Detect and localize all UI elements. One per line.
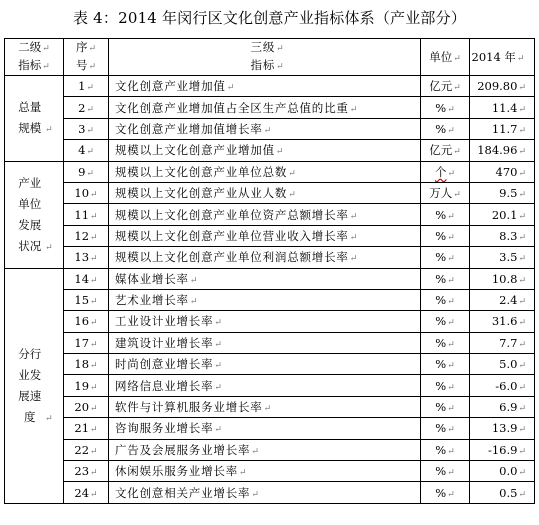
- indicator-cell: 广告及会展服务业增长率↵: [109, 439, 421, 460]
- indicator-text: 规模以上文化创意产业单位营业收入增长率: [115, 228, 349, 243]
- table-row: [5, 439, 535, 460]
- unit-cell: 亿元↵: [421, 76, 470, 97]
- value-cell: 11.4↵: [470, 97, 535, 118]
- seq-text: 14: [74, 271, 90, 286]
- indicator-text: 文化创意产业增加值增长率: [115, 121, 263, 136]
- seq-cell: 20↵: [64, 396, 109, 417]
- indicator-text: 网络信息业增长率: [115, 378, 214, 393]
- header-category: 二级↵ 指标↵: [5, 39, 64, 76]
- value-cell: 31.6↵: [470, 311, 535, 332]
- table-row: [5, 375, 535, 396]
- unit-text: 亿元: [429, 79, 453, 94]
- unit-text: 个: [434, 164, 447, 179]
- unit-text: %: [435, 100, 447, 115]
- value-text: 0.5: [499, 485, 518, 500]
- indicator-cell: 软件与计算机服务业增长率↵: [109, 396, 421, 417]
- unit-cell: 万人↵: [421, 182, 470, 203]
- seq-text: 20: [74, 400, 90, 415]
- indicator-text: 艺术业增长率: [115, 293, 189, 308]
- unit-text: %: [435, 271, 447, 286]
- unit-cell: %↵: [421, 354, 470, 375]
- indicator-cell: 咨询服务业增长率↵: [109, 418, 421, 439]
- unit-text: %: [435, 442, 447, 457]
- indicator-text: 休闲娱乐服务业增长率: [115, 464, 238, 479]
- value-cell: 2.4↵: [470, 289, 535, 310]
- category-label: 产业单位发展状况: [18, 175, 42, 253]
- table-row: [5, 182, 535, 203]
- value-text: 10.8: [491, 271, 518, 286]
- seq-text: 23: [74, 464, 90, 479]
- table-row: [5, 354, 535, 375]
- seq-cell: 16↵: [64, 311, 109, 332]
- unit-text: %: [435, 250, 447, 265]
- indicator-cell: 休闲娱乐服务业增长率↵: [109, 461, 421, 482]
- unit-cell: %↵: [421, 204, 470, 225]
- indicator-table: [4, 38, 535, 504]
- seq-cell: 21↵: [64, 418, 109, 439]
- value-text: 209.80: [477, 79, 518, 94]
- table-row: [5, 396, 535, 417]
- indicator-cell: 规模以上文化创意产业单位资产总额增长率↵: [109, 204, 421, 225]
- indicator-cell: 文化创意产业增加值↵: [109, 76, 421, 97]
- value-cell: 20.1↵: [470, 204, 535, 225]
- unit-cell: %↵: [421, 225, 470, 246]
- unit-text: %: [435, 400, 447, 415]
- value-text: 20.1: [491, 207, 518, 222]
- table-title: 表 4：2014 年闵行区文化创意产业指标体系（产业部分）: [72, 9, 467, 27]
- value-cell: 0.0↵: [470, 461, 535, 482]
- value-cell: 0.5↵: [470, 482, 535, 503]
- value-text: 5.0: [499, 357, 518, 372]
- value-cell: 11.7↵: [470, 118, 535, 139]
- value-text: 13.9: [491, 421, 518, 436]
- unit-cell: %↵: [421, 311, 470, 332]
- seq-text: 24: [74, 485, 90, 500]
- indicator-text: 软件与计算机服务业增长率: [115, 400, 263, 415]
- indicator-text: 规模以上文化创意产业单位资产总额增长率: [115, 207, 349, 222]
- seq-text: 11: [74, 207, 90, 222]
- value-text: -6.0: [495, 378, 518, 393]
- seq-text: 13: [74, 250, 90, 265]
- value-cell: 209.80↵: [470, 76, 535, 97]
- seq-cell: 12↵: [64, 225, 109, 246]
- unit-cell: %↵: [421, 118, 470, 139]
- category-cell: 分行业发展速度 ↵: [5, 268, 64, 503]
- value-cell: -6.0↵: [470, 375, 535, 396]
- seq-text: 2: [78, 100, 86, 115]
- unit-text: %: [435, 464, 447, 479]
- unit-cell: %↵: [421, 332, 470, 353]
- unit-cell: %↵: [421, 97, 470, 118]
- table-row: [5, 118, 535, 139]
- value-cell: 184.96↵: [470, 140, 535, 161]
- unit-cell: 亿元↵: [421, 140, 470, 161]
- value-cell: 10.8↵: [470, 268, 535, 289]
- seq-text: 21: [74, 421, 90, 436]
- value-text: -16.9: [487, 442, 518, 457]
- value-text: 2.4: [499, 293, 518, 308]
- seq-cell: 15↵: [64, 289, 109, 310]
- value-text: 11.4: [491, 100, 518, 115]
- seq-cell: 2↵: [64, 97, 109, 118]
- table-row: [5, 332, 535, 353]
- category-label: 总量规模: [18, 100, 42, 136]
- indicator-text: 规模以上文化创意产业单位利润总额增长率: [115, 250, 349, 265]
- seq-cell: 1↵: [64, 76, 109, 97]
- indicator-cell: 规模以上文化创意产业单位利润总额增长率↵: [109, 247, 421, 268]
- value-cell: 3.5↵: [470, 247, 535, 268]
- unit-text: %: [435, 485, 447, 500]
- indicator-cell: 网络信息业增长率↵: [109, 375, 421, 396]
- seq-text: 3: [78, 121, 86, 136]
- indicator-text: 媒体业增长率: [115, 271, 189, 286]
- header-unit: 单位↵: [421, 39, 470, 76]
- indicator-cell: 文化创意产业增加值增长率↵: [109, 118, 421, 139]
- unit-cell: %↵: [421, 247, 470, 268]
- value-text: 470: [495, 164, 518, 179]
- unit-text: %: [435, 293, 447, 308]
- seq-text: 16: [74, 314, 90, 329]
- value-cell: 8.3↵: [470, 225, 535, 246]
- indicator-cell: 建筑设计业增长率↵: [109, 332, 421, 353]
- unit-cell: 个↵: [421, 161, 470, 182]
- unit-cell: %↵: [421, 289, 470, 310]
- seq-text: 22: [74, 442, 90, 457]
- unit-text: %: [435, 335, 447, 350]
- seq-text: 15: [74, 293, 90, 308]
- table-row: [5, 289, 535, 310]
- indicator-text: 文化创意产业增加值占全区生产总值的比重: [115, 100, 349, 115]
- value-cell: 9.5↵: [470, 182, 535, 203]
- unit-text: %: [435, 207, 447, 222]
- unit-text: %: [435, 121, 447, 136]
- seq-cell: 17↵: [64, 332, 109, 353]
- table-row: [5, 204, 535, 225]
- table-row: [5, 225, 535, 246]
- value-text: 3.5: [499, 250, 518, 265]
- seq-cell: 19↵: [64, 375, 109, 396]
- indicator-cell: 文化创意相关产业增长率↵: [109, 482, 421, 503]
- seq-text: 19: [74, 378, 90, 393]
- indicator-cell: 时尚创意业增长率↵: [109, 354, 421, 375]
- table-row: [5, 268, 535, 289]
- seq-cell: 13↵: [64, 247, 109, 268]
- page-bottom: [0, 516, 539, 525]
- value-cell: 13.9↵: [470, 418, 535, 439]
- seq-text: 17: [74, 335, 90, 350]
- category-cell: 总量规模 ↵: [5, 76, 64, 162]
- seq-cell: 3↵: [64, 118, 109, 139]
- seq-cell: 9↵: [64, 161, 109, 182]
- indicator-text: 广告及会展服务业增长率: [115, 442, 251, 457]
- category-label: 分行业发展速度: [18, 346, 42, 424]
- unit-text: 亿元: [429, 143, 453, 158]
- seq-text: 1: [78, 79, 86, 94]
- table-row: [5, 97, 535, 118]
- seq-cell: 14↵: [64, 268, 109, 289]
- seq-cell: 24↵: [64, 482, 109, 503]
- seq-cell: 4↵: [64, 140, 109, 161]
- indicator-cell: 媒体业增长率↵: [109, 268, 421, 289]
- value-text: 8.3: [499, 228, 518, 243]
- value-cell: 470↵: [470, 161, 535, 182]
- header-seq: 序↵ 号↵: [64, 39, 109, 76]
- value-cell: 5.0↵: [470, 354, 535, 375]
- table-row: [5, 311, 535, 332]
- indicator-text: 文化创意相关产业增长率: [115, 485, 251, 500]
- seq-cell: 11↵: [64, 204, 109, 225]
- indicator-text: 规模以上文化创意产业从业人数: [115, 186, 288, 201]
- unit-text: %: [435, 357, 447, 372]
- seq-cell: 18↵: [64, 354, 109, 375]
- indicator-text: 咨询服务业增长率: [115, 421, 214, 436]
- value-text: 0.0: [499, 464, 518, 479]
- indicator-cell: 文化创意产业增加值占全区生产总值的比重↵: [109, 97, 421, 118]
- unit-cell: %↵: [421, 268, 470, 289]
- indicator-text: 工业设计业增长率: [115, 314, 214, 329]
- category-cell: 产业单位发展状况 ↵: [5, 161, 64, 268]
- seq-text: 4: [78, 143, 86, 158]
- table-row: [5, 461, 535, 482]
- indicator-cell: 规模以上文化创意产业增加值↵: [109, 140, 421, 161]
- value-cell: 6.9↵: [470, 396, 535, 417]
- table-row: [5, 247, 535, 268]
- unit-cell: %↵: [421, 461, 470, 482]
- value-text: 6.9: [499, 400, 518, 415]
- header-indicator: 三级↵ 指标↵: [109, 39, 421, 76]
- unit-text: 万人: [429, 186, 453, 201]
- indicator-text: 文化创意产业增加值: [115, 79, 226, 94]
- seq-text: 9: [78, 164, 86, 179]
- seq-cell: 22↵: [64, 439, 109, 460]
- seq-text: 12: [74, 228, 90, 243]
- indicator-text: 建筑设计业增长率: [115, 335, 214, 350]
- value-text: 184.96: [477, 143, 518, 158]
- seq-cell: 10↵: [64, 182, 109, 203]
- unit-cell: %↵: [421, 396, 470, 417]
- header-value: 2014 年↵: [470, 39, 535, 76]
- table-row: [5, 76, 535, 97]
- value-text: 7.7: [499, 335, 518, 350]
- value-text: 31.6: [491, 314, 518, 329]
- seq-text: 18: [74, 357, 90, 372]
- unit-text: %: [435, 378, 447, 393]
- indicator-cell: 规模以上文化创意产业单位总数↵: [109, 161, 421, 182]
- indicator-text: 规模以上文化创意产业单位总数: [115, 164, 288, 179]
- table-row: [5, 418, 535, 439]
- indicator-cell: 规模以上文化创意产业单位营业收入增长率↵: [109, 225, 421, 246]
- unit-cell: %↵: [421, 375, 470, 396]
- indicator-text: 规模以上文化创意产业增加值: [115, 143, 275, 158]
- unit-text: %: [435, 228, 447, 243]
- value-cell: -16.9↵: [470, 439, 535, 460]
- unit-cell: %↵: [421, 482, 470, 503]
- unit-cell: %↵: [421, 418, 470, 439]
- indicator-cell: 艺术业增长率↵: [109, 289, 421, 310]
- value-text: 11.7: [491, 121, 518, 136]
- value-cell: 7.7↵: [470, 332, 535, 353]
- indicator-cell: 规模以上文化创意产业从业人数↵: [109, 182, 421, 203]
- value-text: 9.5: [499, 186, 518, 201]
- table-row: [5, 140, 535, 161]
- indicator-text: 时尚创意业增长率: [115, 357, 214, 372]
- seq-text: 10: [74, 186, 90, 201]
- indicator-cell: 工业设计业增长率↵: [109, 311, 421, 332]
- unit-text: %: [435, 421, 447, 436]
- unit-text: %: [435, 314, 447, 329]
- table-row: [5, 482, 535, 503]
- seq-cell: 23↵: [64, 461, 109, 482]
- unit-cell: %↵: [421, 439, 470, 460]
- table-body: [5, 39, 535, 504]
- table-row: [5, 161, 535, 182]
